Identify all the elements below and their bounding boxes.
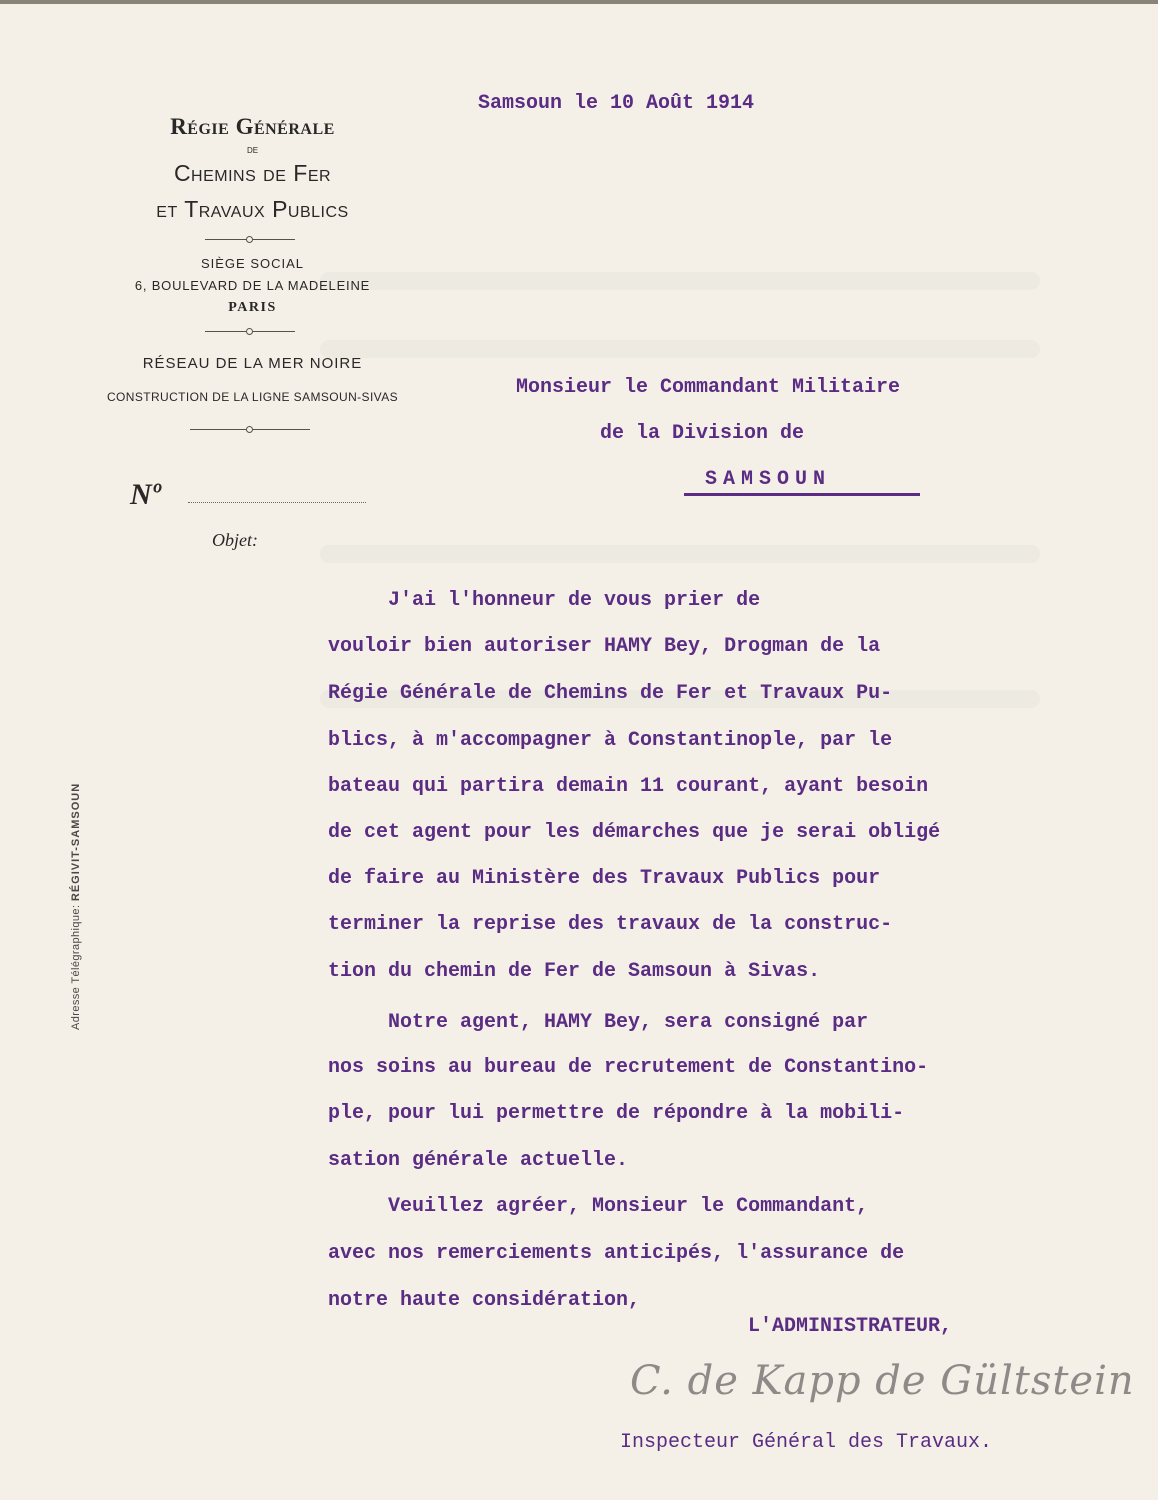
letter-date: Samsoun le 10 Août 1914 (478, 92, 755, 115)
ornament-dot (246, 236, 253, 243)
letterhead-de: DE (246, 146, 259, 155)
recipient-line-2: de la Division de (600, 422, 805, 445)
letterhead-address: 6, BOULEVARD DE LA MADELEINE (134, 278, 371, 293)
bleed-through-trace (320, 340, 1040, 358)
body-line: Veuillez agréer, Monsieur le Commandant, (328, 1195, 869, 1218)
body-line: avec nos remerciements anticipés, l'assurance de (328, 1242, 905, 1265)
body-line: notre haute considération, (328, 1289, 641, 1312)
body-line: de faire au Ministère des Travaux Publics pour (328, 867, 881, 890)
number-label: Nº (130, 478, 161, 511)
subject-label: Objet: (212, 530, 258, 550)
letterhead-org-line1: Régie Générale (170, 114, 335, 139)
letterhead-city: PARIS (228, 300, 277, 315)
ornament-dot (246, 426, 253, 433)
bleed-through-trace (320, 545, 1040, 563)
body-line: tion du chemin de Fer de Samsoun à Sivas. (328, 960, 821, 983)
telegraph-address (70, 783, 82, 1030)
letterhead-org-line3: et Travaux Publics (156, 196, 349, 222)
body-line: ple, pour lui permettre de répondre à la mobili- (328, 1102, 905, 1125)
signer-title: Inspecteur Général des Travaux. (620, 1431, 993, 1454)
letterhead-siege: SIÈGE SOCIAL (200, 256, 305, 271)
number-field-line (188, 502, 366, 503)
body-line: de cet agent pour les démarches que je serai obligé (328, 821, 941, 844)
body-line: bateau qui partira demain 11 courant, ayant besoin (328, 775, 929, 798)
closing-title: L'ADMINISTRATEUR, (748, 1315, 953, 1338)
letterhead-construction: CONSTRUCTION DE LA LIGNE SAMSOUN-SIVAS (106, 390, 399, 404)
body-line: nos soins au bureau de recrutement de Constantino- (328, 1056, 929, 1079)
recipient-underline (684, 493, 920, 496)
body-line: sation générale actuelle. (328, 1149, 629, 1172)
telegraph-label: Adresse Télégraphique: (70, 904, 82, 1030)
telegraph-value: RÉGIVIT-SAMSOUN (70, 782, 82, 902)
body-line: vouloir bien autoriser HAMY Bey, Drogman de la (328, 635, 881, 658)
letterhead-org-line2: Chemins de Fer (173, 160, 332, 186)
body-line: terminer la reprise des travaux de la construc- (328, 913, 893, 936)
body-line: J'ai l'honneur de vous prier de (328, 589, 761, 612)
handwritten-signature: C. de Kapp de Gültstein (630, 1358, 1135, 1404)
body-line: Notre agent, HAMY Bey, sera consigné par (328, 1011, 869, 1034)
letterhead-network: RÉSEAU DE LA MER NOIRE (142, 355, 363, 372)
bleed-through-trace (320, 272, 1040, 290)
page-top-edge (0, 0, 1158, 4)
body-line: blics, à m'accompagner à Constantinople, par le (328, 729, 893, 752)
recipient-line-3: SAMSOUN (705, 468, 832, 491)
body-line: Régie Générale de Chemins de Fer et Travaux Pu- (328, 682, 893, 705)
ornament-dot (246, 328, 253, 335)
recipient-line-1: Monsieur le Commandant Militaire (516, 376, 901, 399)
